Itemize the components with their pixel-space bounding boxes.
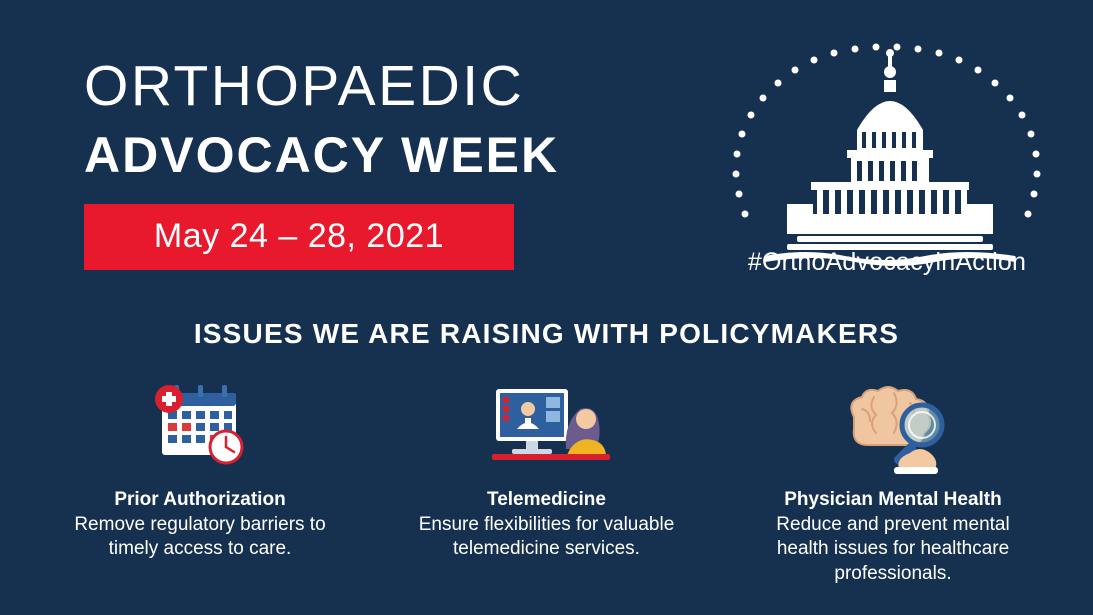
issues-list [40, 375, 1053, 586]
date-banner [84, 204, 514, 270]
section-heading: ISSUES WE ARE RAISING WITH POLICYMAKERS [193, 318, 900, 349]
issue-item [733, 375, 1053, 586]
issue-item [40, 375, 360, 586]
page-title-line-2: ADVOCACY WEEK [84, 127, 560, 183]
issue-title: Prior Authorization [114, 489, 286, 510]
issue-description: Reduce and prevent mental health issues for healthcare professionals. [776, 514, 1010, 584]
page-title-line-1: ORTHOPAEDIC [84, 54, 525, 118]
date-banner-label: May 24 – 28, 2021 [153, 217, 445, 255]
issue-description: Ensure flexibilities for valuable telemedicine services. [418, 514, 675, 560]
issue-title: Telemedicine [487, 489, 606, 510]
telemedicine-video-call-icon [472, 375, 622, 475]
brain-with-magnifying-glass-icon [818, 375, 968, 475]
hashtag-label: #OrthoAdvocacyinAction [747, 248, 1027, 276]
issue-title: Physician Mental Health [784, 489, 1002, 510]
issue-item [387, 375, 707, 586]
issue-description: Remove regulatory barriers to timely access to care. [74, 514, 326, 560]
calendar-with-medical-cross-and-clock-icon [140, 375, 260, 475]
title-block [84, 54, 644, 270]
